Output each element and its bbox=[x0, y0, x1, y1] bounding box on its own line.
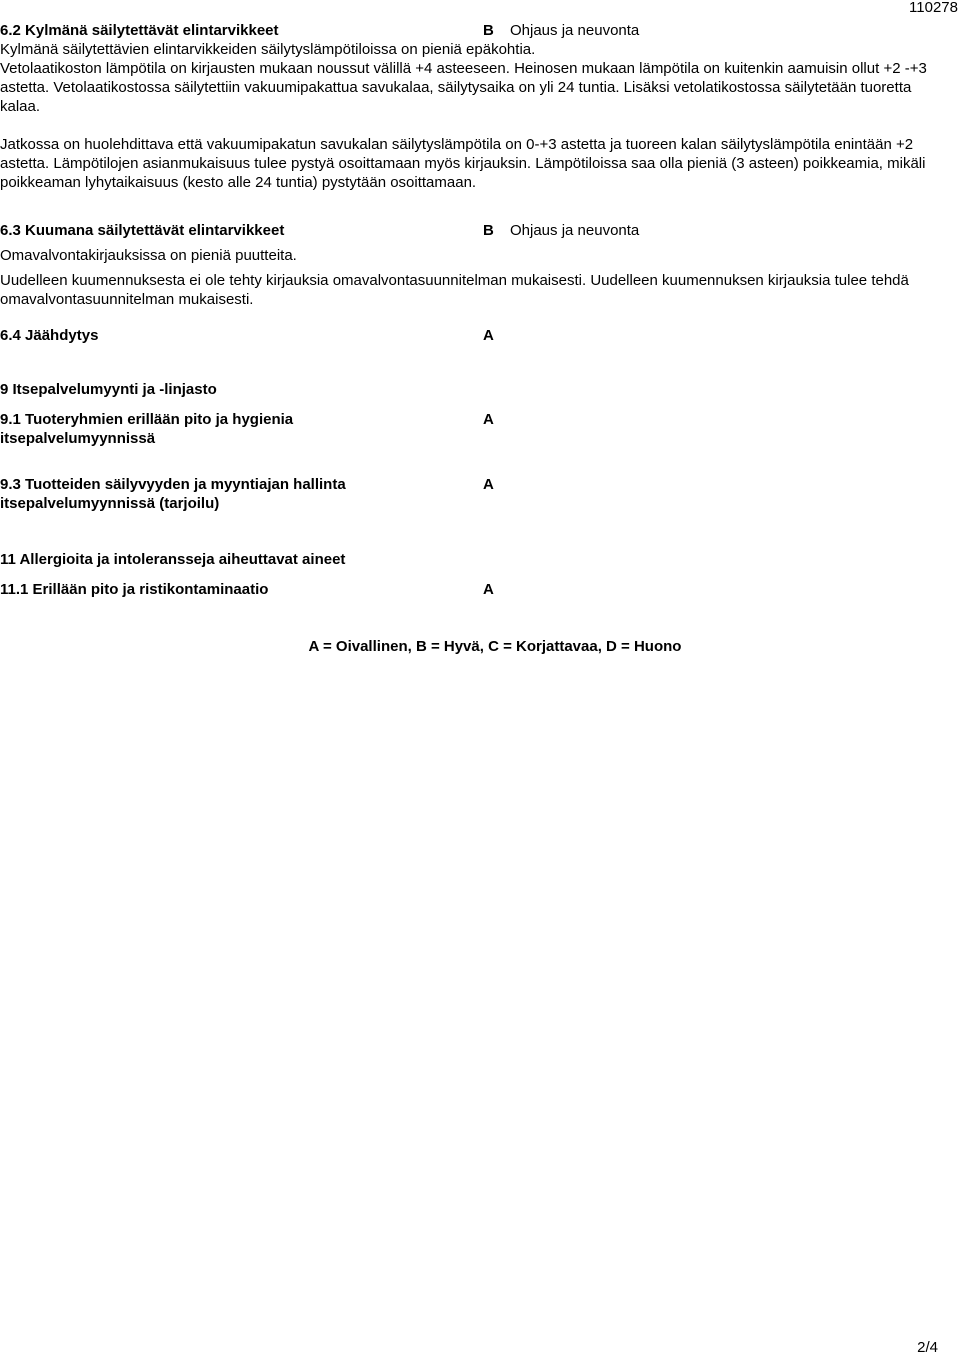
section-paragraph: Vetolaatikoston lämpötila on kirjausten mukaan noussut välillä +4 asteeseen. Heinosen mukaan lämpötila on kuitenkin aamuisin ollut +2 -+3 astetta. Vetolaatikostossa säilytettiin vakuumipakattua savukalaa, säilytysaika on yli 24 tuntia. Lisäksi vetolatikostossa säilytetään tuoretta kalaa. bbox=[0, 60, 927, 115]
grade-badge: A bbox=[483, 411, 494, 428]
section-title: 9.3 Tuotteiden säilyvyyden ja myyntiajan hallinta itsepalvelumyynnissä (tarjoilu) bbox=[0, 476, 346, 512]
section-title: Kuumana säilytettävät elintarvikkeet bbox=[25, 222, 285, 239]
chapter-heading bbox=[0, 380, 940, 399]
grade-badge: B bbox=[483, 222, 494, 239]
section-paragraph: Kylmänä säilytettävien elintarvikkeiden säilytyslämpötiloissa on pieniä epäkohtia. bbox=[0, 41, 536, 58]
chapter-9 bbox=[0, 380, 940, 399]
section-number: 6.3 bbox=[0, 222, 26, 239]
section-11-1 bbox=[0, 580, 940, 599]
grade-badge: B bbox=[483, 22, 494, 39]
section-heading bbox=[0, 580, 940, 599]
document-id: 110278 bbox=[909, 0, 958, 16]
section-heading bbox=[0, 221, 940, 240]
section-number: 6.4 bbox=[0, 327, 26, 344]
section-title: 11.1 Erillään pito ja ristikontaminaatio bbox=[0, 581, 269, 598]
section-title: Jäähdytys bbox=[25, 327, 99, 344]
grade-badge: A bbox=[483, 476, 494, 493]
chapter-title: 9 Itsepalvelumyynti ja -linjasto bbox=[0, 381, 217, 398]
grading-legend: A = Oivallinen, B = Hyvä, C = Korjattavaa, D = Huono bbox=[308, 638, 682, 655]
chapter-heading bbox=[0, 550, 940, 569]
section-9-3 bbox=[0, 475, 940, 513]
chapter-title: 11 Allergioita ja intoleransseja aiheuttavat aineet bbox=[0, 551, 346, 568]
section-6-3 bbox=[0, 221, 940, 309]
section-heading bbox=[0, 475, 940, 513]
section-6-2 bbox=[0, 21, 940, 192]
chapter-11 bbox=[0, 550, 940, 569]
section-heading bbox=[0, 326, 940, 345]
section-heading bbox=[0, 21, 940, 40]
grade-label: Ohjaus ja neuvonta bbox=[510, 222, 640, 239]
page-number: 2/4 bbox=[917, 1339, 938, 1356]
grade-badge: A bbox=[483, 327, 494, 344]
section-paragraph: Jatkossa on huolehdittava että vakuumipakatun savukalan säilytyslämpötila on 0-+3 astetta ja tuoreen kalan säilytyslämpötila enintään +2 astetta. Lämpötilojen asianmukaisuus tulee pystyä osoittamaan myös kirjauksin. Lämpötiloissa saa olla pieniä (3 asteen) poikkeamia, mikäli poikkeaman lyhytaikaisuus (kesto alle 24 tuntia) pystytään osoittamaan. bbox=[0, 136, 926, 191]
section-paragraph: Uudelleen kuumennuksesta ei ole tehty kirjauksia omavalvontasuunnitelman mukaisesti. Uudelleen kuumennuksen kirjauksia tulee tehdä omavalvontasuunnitelman mukaisesti. bbox=[0, 272, 909, 308]
section-title: 9.1 Tuoteryhmien erillään pito ja hygienia itsepalvelumyynnissä bbox=[0, 411, 294, 447]
grade-badge: A bbox=[483, 581, 494, 598]
section-paragraph: Omavalvontakirjauksissa on pieniä puutteita. bbox=[0, 247, 297, 264]
section-9-1 bbox=[0, 410, 940, 448]
section-6-4 bbox=[0, 326, 940, 345]
section-title: Kylmänä säilytettävät elintarvikkeet bbox=[25, 22, 279, 39]
section-number: 6.2 bbox=[0, 22, 26, 39]
grade-label: Ohjaus ja neuvonta bbox=[510, 22, 640, 39]
section-heading bbox=[0, 410, 940, 448]
